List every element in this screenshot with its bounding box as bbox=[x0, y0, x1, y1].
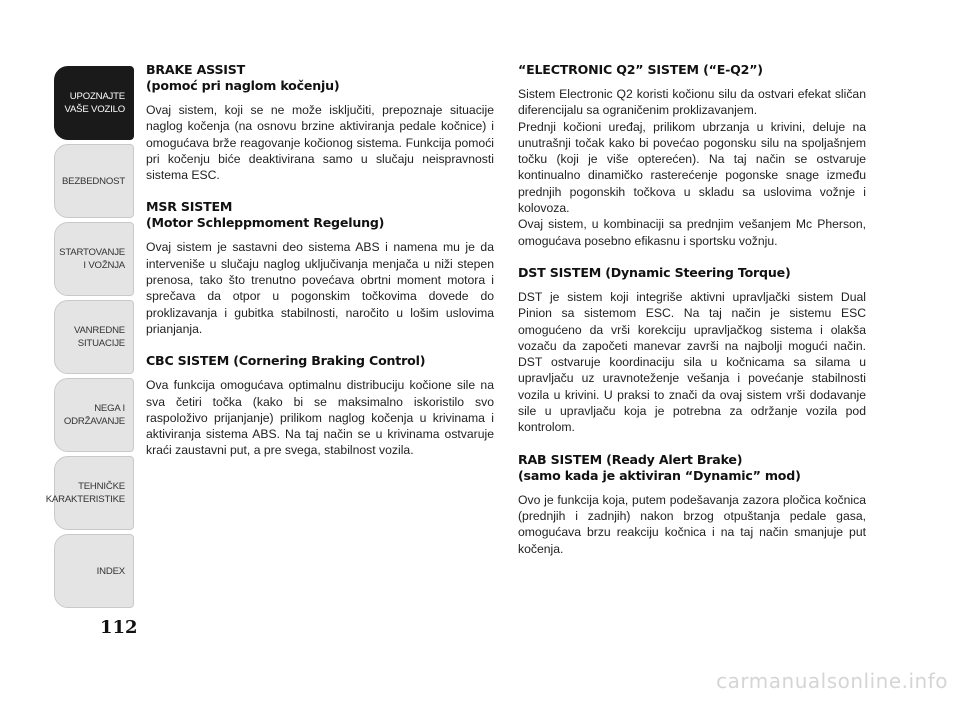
tab-label: INDEX bbox=[96, 565, 125, 577]
tab-bezbednost[interactable] bbox=[54, 144, 134, 218]
section-body: DST je sistem koji integriše aktivni upravljački sistem Dual Pinion sa sistemom ESC. Na taj način je sistemu ESC omogućeno da vrši korekciju upravljačkog sistema i olakša vozaču da započeti manevar završi na najbolji mogući način. DST ostvaruje koordinaciju sila u kočnicama sa silama u upravljaču uz uravnoteženje vešanja i povećanje stabilnosti vozila u krivini. U praksi to znači da ovaj sistem vrši dodavanje sile u upravljaču koja je potrebna za održanje vozila pod kontrolom. bbox=[518, 289, 866, 435]
section-heading: RAB SISTEM (Ready Alert Brake) (samo kada je aktiviran “Dynamic” mod) bbox=[518, 451, 801, 483]
section-dst-sistem bbox=[518, 265, 866, 436]
section-heading: DST SISTEM (Dynamic Steering Torque) bbox=[518, 264, 791, 280]
section-msr-sistem bbox=[146, 199, 494, 337]
section-body: Ovo je funkcija koja, putem podešavanja zazora pločica kočnica (prednjih i zadnjih) nakon brzog otpuštanja pedale gasa, omogućava brzu reakciju kočnica i na taj način smanjuje put kočenja. bbox=[518, 492, 866, 556]
tab-upoznajte-vase-vozilo[interactable] bbox=[54, 66, 134, 140]
watermark: carmanualsonline.info bbox=[716, 669, 948, 693]
section-heading: CBC SISTEM (Cornering Braking Control) bbox=[146, 353, 426, 369]
tab-nega-i-odrzavanje[interactable] bbox=[54, 378, 134, 452]
section-brake-assist bbox=[146, 62, 494, 183]
tab-label: NEGA I ODRŽAVANJE bbox=[63, 403, 125, 427]
right-column bbox=[518, 62, 866, 573]
section-electronic-q2 bbox=[518, 62, 866, 249]
page-number: 112 bbox=[100, 617, 138, 638]
section-body: Ovaj sistem je sastavni deo sistema ABS i namena mu je da interveniše u slučaju naglog uključivanja menjača u niži stepen prenosa, tako što trenutno povećava obrtni moment motora i sprečava da otpor u pogonskim točkovima dovede do proklizavanja i gubitka stabilnosti, naročito u lošim uslovima prianjanja. bbox=[146, 240, 494, 336]
tab-label: BEZBEDNOST bbox=[61, 175, 125, 187]
section-cbc-sistem bbox=[146, 353, 494, 458]
tab-vanredne-situacije[interactable] bbox=[54, 300, 134, 374]
tab-label: STARTOVANJE I VOŽNJA bbox=[59, 247, 125, 271]
tab-index[interactable] bbox=[54, 534, 134, 608]
section-heading: BRAKE ASSIST (pomoć pri naglom kočenju) bbox=[146, 62, 340, 93]
tab-startovanje-i-voznja[interactable] bbox=[54, 222, 134, 296]
section-rab-sistem bbox=[518, 452, 866, 557]
left-column bbox=[146, 62, 494, 475]
section-body: Ova funkcija omogućava optimalnu distribuciju kočione sile na sva četiri točka (kako bi se maksimalno iskoristilo svo raspoloživo prijanjanje) prilikom naglog kočenja u krivinama i aktiviranja sistema ABS. Na taj način se u krivinama ostvaruje kraći zaustavni put, a pre svega, stabilnost vozila. bbox=[146, 378, 494, 458]
section-heading: MSR SISTEM (Motor Schleppmoment Regelung) bbox=[146, 199, 385, 231]
chapter-tabs bbox=[45, 66, 134, 612]
tab-label: UPOZNAJTE VAŠE VOZILO bbox=[64, 91, 125, 115]
section-body: Sistem Electronic Q2 koristi kočionu silu da ostvari efekat sličan diferencijalu sa ograničenim proklizavanjem. Prednji kočioni uređaj, prilikom ubrzanja u krivini, deluje na unutrašnji točak kako bi povećao pogonsku silu na spoljašnjem točku (koji je više opterećen). Na taj način se ostvaruje kontinualno dinamičko rasterećenje pogonske snage između prednjih pogonskih točkova u skladu sa uslovima vožnje i kolovoza. Ovaj sistem, u kombinaciji sa prednjim vešanjem Mc Pherson, omogućava posebno efikasnu i sportsku vožnju. bbox=[518, 87, 866, 248]
section-heading: “ELECTRONIC Q2” SISTEM (“E-Q2”) bbox=[518, 62, 763, 77]
tab-label: TEHNIČKE KARAKTERISTIKE bbox=[45, 481, 125, 505]
tab-label: VANREDNE SITUACIJE bbox=[74, 325, 125, 349]
tab-tehnicke-karakteristike[interactable] bbox=[45, 456, 134, 530]
section-body: Ovaj sistem, koji se ne može isključiti, prepoznaje situacije naglog kočenja (na osnovu brzine aktiviranja pedale kočnice) i omogućava brže reagovanje kočionog sistema. Funkcija pomoći pri kočenju biće deaktivirana samo u slučaju neispravnosti sistema ESC. bbox=[146, 103, 494, 183]
